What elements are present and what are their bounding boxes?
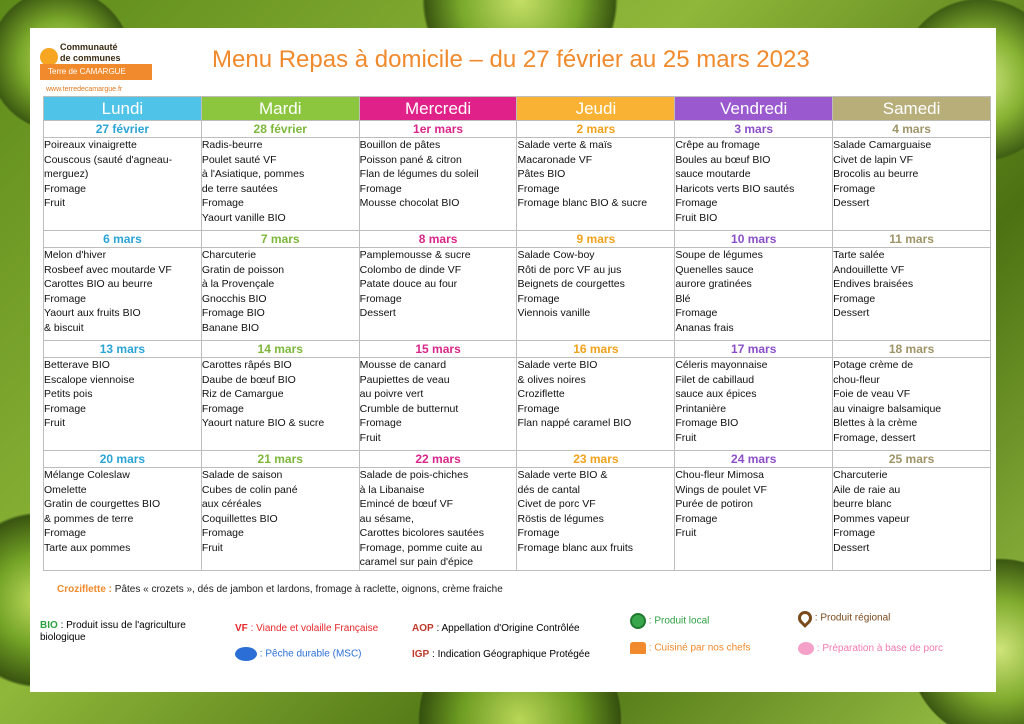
menu-item: Fromage xyxy=(675,512,718,525)
menu-item: Haricots verts BIO sautés xyxy=(675,182,795,195)
menu-item: Mousse chocolat BIO xyxy=(359,197,460,209)
menu-cell xyxy=(517,358,675,451)
menu-item: Salade verte BIO & xyxy=(517,469,608,481)
menu-item: Escalope viennoise xyxy=(44,373,135,386)
regional-pin-icon xyxy=(795,608,815,628)
menu-cell xyxy=(359,248,517,341)
menu-cell xyxy=(675,468,833,571)
menu-item: Fromage xyxy=(201,197,244,209)
menu-item: Salade verte & maïs xyxy=(517,139,613,151)
menu-item: beurre blanc xyxy=(833,498,892,510)
menu-item: Charcuterie xyxy=(833,469,888,481)
menu-item: Blé xyxy=(675,292,691,305)
menu-cell xyxy=(201,468,359,571)
menu-item: à la Libanaise xyxy=(359,483,425,496)
date-row xyxy=(44,121,991,138)
date-cell: 21 mars xyxy=(201,451,359,468)
menu-item: Andouillette VF xyxy=(833,263,905,276)
menu-item: Betterave BIO xyxy=(44,359,110,371)
menu-item: Printanière xyxy=(675,402,727,415)
menu-item: Aile de raie au xyxy=(833,483,901,496)
menu-item: Fromage, dessert xyxy=(833,431,916,444)
menu-item: Fromage BIO xyxy=(201,307,265,319)
menu-item: Fromage xyxy=(44,402,87,415)
menu-cell xyxy=(833,138,991,231)
menu-item: Flan de légumes du soleil xyxy=(359,168,479,180)
menu-item: de terre sautées xyxy=(201,182,278,195)
day-header-2: Mercredi xyxy=(359,97,517,121)
date-cell: 23 mars xyxy=(517,451,675,468)
menu-item: Fromage xyxy=(44,292,87,305)
date-row xyxy=(44,451,991,468)
menu-cell xyxy=(44,248,202,341)
local-product-icon xyxy=(630,613,646,629)
date-row xyxy=(44,341,991,358)
menu-item: Carottes râpés BIO xyxy=(201,359,292,371)
menu-item: Banane BIO xyxy=(201,321,260,334)
menu-item: Fromage xyxy=(359,417,402,429)
date-cell: 9 mars xyxy=(517,231,675,248)
menu-item: Fromage BIO xyxy=(675,417,739,429)
menu-item: Rôti de porc VF au jus xyxy=(517,263,622,276)
menu-item: Patate douce au four xyxy=(359,278,458,290)
legend-vf: VF : Viande et volaille Française xyxy=(235,623,379,634)
menu-item: Daube de bœuf BIO xyxy=(201,373,296,386)
menu-item: Gratin de poisson xyxy=(201,263,285,276)
menu-cell xyxy=(44,468,202,571)
date-cell: 20 mars xyxy=(44,451,202,468)
date-cell: 13 mars xyxy=(44,341,202,358)
menu-item: à la Provençale xyxy=(201,278,275,290)
menu-item: Civet de porc VF xyxy=(517,498,596,510)
date-cell: 7 mars xyxy=(201,231,359,248)
menu-item: Viennois vanille xyxy=(517,307,591,319)
menu-item: Fromage xyxy=(833,527,876,539)
date-cell: 15 mars xyxy=(359,341,517,358)
menu-item: Paupiettes de veau xyxy=(359,373,450,386)
legend-chef: : Cuisiné par nos chefs xyxy=(630,642,751,655)
menu-item: Fruit xyxy=(201,541,223,554)
menu-cell xyxy=(675,138,833,231)
logo-url: www.terredecamargue.fr xyxy=(46,86,123,93)
menu-item: Fromage xyxy=(201,402,244,415)
legend-igp: IGP : Indication Géographique Protégée xyxy=(412,649,590,660)
menu-item: dés de cantal xyxy=(517,483,580,496)
menu-item: Couscous (sauté d'agneau- xyxy=(44,153,173,166)
menu-item: Petits pois xyxy=(44,388,93,400)
menu-item: Fromage xyxy=(359,292,402,305)
menu-item: Potage crème de xyxy=(833,359,914,371)
menu-item: Quenelles sauce xyxy=(675,263,754,276)
menu-item: Charcuterie xyxy=(201,249,257,261)
date-cell: 17 mars xyxy=(675,341,833,358)
menu-item: Beignets de courgettes xyxy=(517,278,625,290)
day-header-0: Lundi xyxy=(44,97,202,121)
menu-table xyxy=(43,96,991,571)
date-cell: 10 mars xyxy=(675,231,833,248)
menu-cell xyxy=(44,358,202,451)
menu-item: Fromage blanc BIO & sucre xyxy=(517,197,648,209)
menu-item: Yaourt vanille BIO xyxy=(201,211,286,224)
menu-item: au poivre vert xyxy=(359,388,424,400)
menu-item: Salade de saison xyxy=(201,469,283,481)
menu-item: Crêpe au fromage xyxy=(675,139,760,151)
menu-item: Salade Camarguaise xyxy=(833,139,932,151)
menu-item: Carottes BIO au beurre xyxy=(44,278,153,290)
menu-item: Pommes vapeur xyxy=(833,512,910,525)
menu-cell xyxy=(675,248,833,341)
menu-item: Poisson pané & citron xyxy=(359,153,462,166)
menu-item: Yaourt nature BIO & sucre xyxy=(201,417,325,429)
menu-item: Dessert xyxy=(833,197,870,209)
menu-item: aux céréales xyxy=(201,498,262,510)
menu-body xyxy=(44,121,991,571)
date-cell: 28 février xyxy=(201,121,359,138)
menu-item: Purée de potiron xyxy=(675,498,753,510)
day-header-5: Samedi xyxy=(833,97,991,121)
menu-item: Céleris mayonnaise xyxy=(675,359,768,371)
pig-icon xyxy=(798,642,814,655)
menu-row xyxy=(44,138,991,231)
menu-cell xyxy=(44,138,202,231)
date-cell: 14 mars xyxy=(201,341,359,358)
menu-cell xyxy=(517,248,675,341)
menu-item: Pamplemousse & sucre xyxy=(359,249,471,261)
msc-fish-icon xyxy=(235,647,257,661)
day-header-4: Vendredi xyxy=(675,97,833,121)
menu-cell xyxy=(201,138,359,231)
menu-item: Röstis de légumes xyxy=(517,512,604,525)
date-cell: 4 mars xyxy=(833,121,991,138)
date-cell: 27 février xyxy=(44,121,202,138)
date-cell: 6 mars xyxy=(44,231,202,248)
menu-item: Salade Cow-boy xyxy=(517,249,595,261)
date-cell: 3 mars xyxy=(675,121,833,138)
logo-line1: Communauté xyxy=(60,42,118,52)
menu-item: à l'Asiatique, pommes xyxy=(201,168,305,180)
day-header-row xyxy=(44,97,991,121)
menu-item: Ananas frais xyxy=(675,321,734,334)
legend-local: : Produit local xyxy=(630,613,709,629)
menu-item: aurore gratinées xyxy=(675,278,752,290)
menu-item: Tarte aux pommes xyxy=(44,541,131,554)
menu-item: Salade verte BIO xyxy=(517,359,598,371)
menu-item: sauce moutarde xyxy=(675,168,751,180)
menu-item: Civet de lapin VF xyxy=(833,153,914,166)
menu-item: Fromage blanc aux fruits xyxy=(517,541,634,554)
menu-item: Yaourt aux fruits BIO xyxy=(44,307,141,319)
menu-item: Chou-fleur Mimosa xyxy=(675,469,765,481)
menu-item: Soupe de légumes xyxy=(675,249,763,261)
menu-item: Fromage xyxy=(44,527,87,539)
logo-band: Terre de CAMARGUE xyxy=(40,64,152,80)
menu-item: Riz de Camargue xyxy=(201,388,284,400)
menu-sheet xyxy=(30,28,996,692)
date-cell: 2 mars xyxy=(517,121,675,138)
menu-item: Radis-beurre xyxy=(201,139,263,151)
menu-item: Poireaux vinaigrette xyxy=(44,139,137,151)
menu-item: Boules au bœuf BIO xyxy=(675,153,771,166)
menu-cell xyxy=(517,468,675,571)
date-cell: 22 mars xyxy=(359,451,517,468)
menu-item: Foie de veau VF xyxy=(833,388,911,400)
menu-item: Fromage xyxy=(44,182,87,195)
menu-item: chou-fleur xyxy=(833,373,880,386)
menu-item: Fruit xyxy=(44,417,65,429)
menu-item: Emincé de bœuf VF xyxy=(359,498,454,510)
menu-item: Gratin de courgettes BIO xyxy=(44,498,161,510)
menu-cell xyxy=(517,138,675,231)
menu-item: Fromage xyxy=(517,182,560,195)
menu-item: Bouillon de pâtes xyxy=(359,139,441,151)
menu-cell xyxy=(833,358,991,451)
menu-item: Macaronade VF xyxy=(517,153,593,166)
menu-item: Endives braisées xyxy=(833,278,914,290)
menu-item: Tarte salée xyxy=(833,249,885,261)
menu-item: Fruit xyxy=(675,527,697,539)
menu-item: Rosbeef avec moutarde VF xyxy=(44,263,172,276)
menu-item: Fromage xyxy=(201,527,244,539)
menu-item: Fromage xyxy=(675,197,718,209)
legend-aop: AOP : Appellation d'Origine Contrôlée xyxy=(412,623,580,634)
menu-item: Fruit BIO xyxy=(675,211,718,224)
menu-item: Fromage xyxy=(517,292,560,305)
menu-item: Colombo de dinde VF xyxy=(359,263,462,276)
note-term: Croziflette : xyxy=(57,584,112,595)
menu-item: Wings de poulet VF xyxy=(675,483,767,496)
menu-item: Omelette xyxy=(44,483,87,496)
day-header-1: Mardi xyxy=(201,97,359,121)
menu-item: Coquillettes BIO xyxy=(201,512,278,525)
menu-cell xyxy=(359,468,517,571)
day-header-3: Jeudi xyxy=(517,97,675,121)
menu-cell xyxy=(359,358,517,451)
menu-item: Fromage xyxy=(359,182,402,195)
menu-item: Fromage, pomme cuite au xyxy=(359,541,483,554)
menu-item: Croziflette xyxy=(517,388,565,400)
menu-item: Brocolis au beurre xyxy=(833,168,919,180)
menu-item: Fruit xyxy=(359,431,381,444)
menu-row xyxy=(44,468,991,571)
menu-item: caramel sur pain d'épice xyxy=(359,556,474,568)
date-cell: 18 mars xyxy=(833,341,991,358)
date-cell: 24 mars xyxy=(675,451,833,468)
legend-msc: : Pêche durable (MSC) xyxy=(235,647,362,661)
date-cell: 25 mars xyxy=(833,451,991,468)
menu-cell xyxy=(359,138,517,231)
menu-item: Mousse de canard xyxy=(359,359,447,371)
menu-item: au vinaigre balsamique xyxy=(833,402,942,415)
date-cell: 8 mars xyxy=(359,231,517,248)
menu-item: Dessert xyxy=(359,307,396,319)
menu-item: Fromage xyxy=(833,182,876,195)
legend-pork: : Préparation à base de porc xyxy=(798,642,943,655)
menu-item: Fruit xyxy=(44,197,65,209)
menu-item: Poulet sauté VF xyxy=(201,153,277,166)
menu-cell xyxy=(675,358,833,451)
menu-item: sauce aux épices xyxy=(675,388,757,400)
menu-item: Blettes à la crème xyxy=(833,417,918,429)
menu-item: & olives noires xyxy=(517,373,586,386)
menu-item: Fromage xyxy=(517,527,560,539)
menu-item: Salade de pois-chiches xyxy=(359,469,469,481)
menu-item: Fromage xyxy=(833,292,876,305)
logo-line2: de communes xyxy=(60,53,121,63)
date-row xyxy=(44,231,991,248)
menu-item: au sésame, xyxy=(359,512,414,525)
chef-icon xyxy=(630,642,646,654)
menu-cell xyxy=(201,248,359,341)
menu-item: Dessert xyxy=(833,307,870,319)
menu-item: Flan nappé caramel BIO xyxy=(517,417,632,429)
menu-row xyxy=(44,248,991,341)
menu-item: Gnocchis BIO xyxy=(201,292,267,305)
menu-item: Pâtes BIO xyxy=(517,168,566,180)
menu-cell xyxy=(201,358,359,451)
menu-cell xyxy=(833,468,991,571)
menu-item: & biscuit xyxy=(44,321,84,334)
menu-item: Melon d'hiver xyxy=(44,249,107,261)
page-title: Menu Repas à domicile – du 27 février au 25 mars 2023 xyxy=(212,46,810,73)
note-text: Pâtes « crozets », dés de jambon et lardons, fromage à raclette, oignons, crème fraiche xyxy=(114,584,503,595)
menu-item: Fromage xyxy=(675,307,718,319)
date-cell: 11 mars xyxy=(833,231,991,248)
date-cell: 16 mars xyxy=(517,341,675,358)
menu-item: Fromage xyxy=(517,402,560,415)
menu-item: Dessert xyxy=(833,541,870,554)
community-logo xyxy=(40,36,180,96)
croziflette-note xyxy=(57,584,503,595)
menu-item: merguez) xyxy=(44,168,89,180)
menu-item: Carottes bicolores sautées xyxy=(359,527,484,539)
menu-item: & pommes de terre xyxy=(44,512,134,525)
menu-item: Mélange Coleslaw xyxy=(44,469,130,481)
menu-item: Filet de cabillaud xyxy=(675,373,755,386)
menu-cell xyxy=(833,248,991,341)
menu-item: Fruit xyxy=(675,431,697,444)
date-cell: 1er mars xyxy=(359,121,517,138)
menu-item: Cubes de colin pané xyxy=(201,483,298,496)
legend-regional: : Produit régional xyxy=(798,611,890,625)
legend-bio: BIO : Produit issu de l'agriculture biologique xyxy=(40,620,186,643)
menu-row xyxy=(44,358,991,451)
menu-item: Crumble de butternut xyxy=(359,402,459,415)
